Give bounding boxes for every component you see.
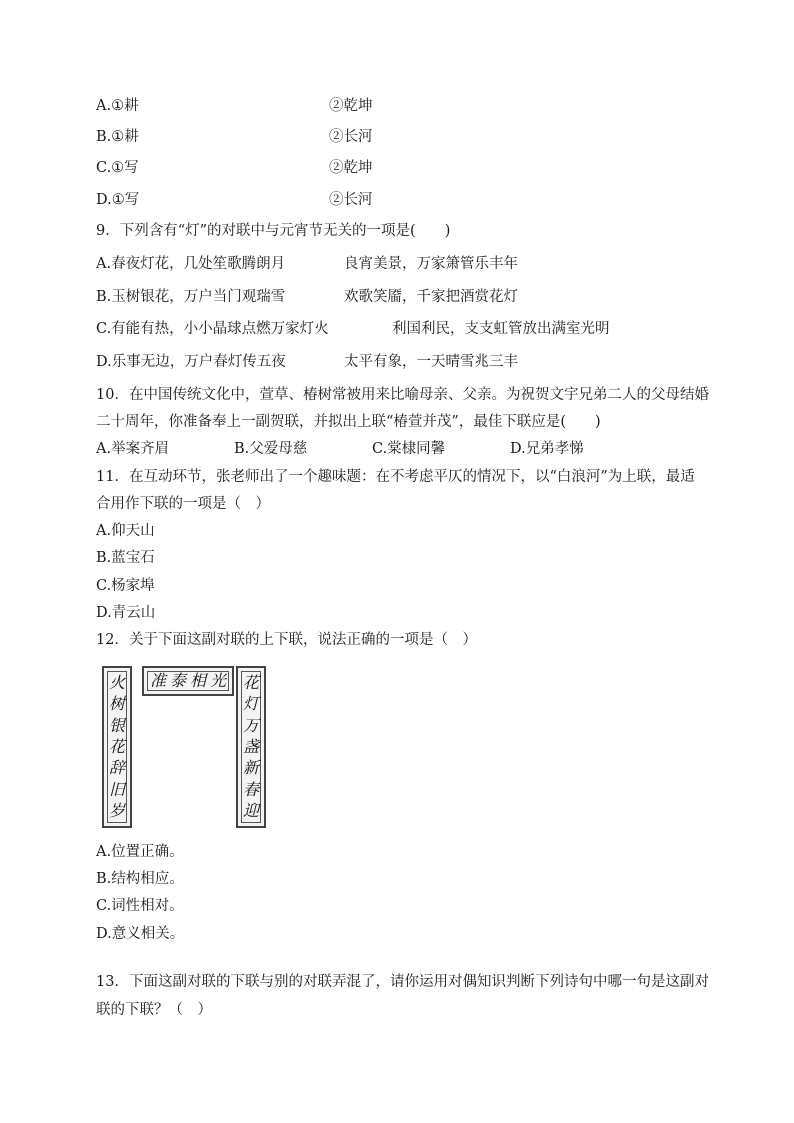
left-scroll-char: 银 [108,715,125,735]
couplet-image [96,662,276,830]
right-scroll-char: 灯 [242,694,259,714]
q8-option-b [96,127,373,147]
q11-option-a: A.仰天山 [96,523,155,539]
top-banner-char: 准 [149,671,166,690]
q8-option-d-part2: ②长河 [329,192,373,208]
q11-stem-line2: 合用作下联的一项是（ ） [96,496,270,512]
left-scroll-char: 辞 [108,758,125,778]
q9-option-a-second: 良宵美景，万家箫管乐丰年 [344,256,518,272]
left-scroll-char: 岁 [108,801,125,821]
q9-option-c [96,319,610,339]
right-scroll-char: 万 [242,715,259,735]
q10-stem-line1: 10．在中国传统文化中，萱草、椿树常被用来比喻母亲、父亲。为祝贺文宇兄弟二人的父母结婚 [96,387,709,403]
q9-option-c-second: 利国利民，支支虹管放出满室光明 [392,321,610,337]
q12-option-b: B.结构相应。 [96,871,184,887]
left-scroll-char: 花 [108,736,125,756]
q8-option-a-part2: ②乾坤 [329,98,373,114]
q12-option-d: D.意义相关。 [96,926,185,942]
couplet-top-banner [142,666,234,696]
q11-option-d: D.青云山 [96,605,156,621]
q9-option-d-first: D.乐事无边，万户春灯传五夜 [96,354,286,370]
couplet-top-banner-text [147,671,229,691]
q11-option-c: C.杨家埠 [96,578,155,594]
right-scroll-char: 新 [242,758,259,778]
q12-option-c: C.词性相对。 [96,898,184,914]
q10-option-d: D.兄弟孝悌 [510,441,584,457]
couplet-left-scroll [102,666,132,828]
q10-option-a: A.举案齐眉 [96,441,170,457]
couplet-left-scroll-text [107,671,127,823]
q8-option-b-part2: ②长河 [329,129,373,145]
q9-option-b-first: B.玉树银花，万户当门观瑞雪 [96,289,286,305]
q9-stem: 9．下列含有“灯”的对联中与元宵节无关的一项是( ) [96,223,451,239]
q9-option-a [96,254,518,274]
q9-option-b-second: 欢歌笑靥，千家把酒赏花灯 [344,289,518,305]
left-scroll-char: 火 [108,672,125,692]
q10-option-c: C.棠棣同馨 [372,441,446,457]
top-banner-char: 光 [209,671,226,690]
right-scroll-char: 盏 [242,736,259,756]
q13-stem-line2: 联的下联？（ ） [96,1002,212,1018]
q9-option-a-first: A.春夜灯花，几处笙歌腾朗月 [96,256,286,272]
q9-option-d-second: 太平有象，一天晴雪兆三丰 [344,354,518,370]
q8-option-a [96,96,373,116]
q11-stem-line1: 11．在互动环节，张老师出了一个趣味题：在不考虑平仄的情况下，以“白浪河”为上联，最适 [96,469,695,485]
q8-option-d [96,190,373,210]
q13-stem-line1: 13．下面这副对联的下联与别的对联弄混了，请你运用对偶知识判断下列诗句中哪一句是这副对 [96,974,709,990]
top-banner-char: 相 [189,671,206,690]
q8-option-c-part2: ②乾坤 [329,160,373,176]
q10-option-b: B.父爱母慈 [234,441,308,457]
right-scroll-char: 花 [242,672,259,692]
left-scroll-char: 旧 [108,779,125,799]
q12-stem: 12．关于下面这副对联的上下联，说法正确的一项是（ ） [96,632,477,648]
left-scroll-char: 树 [108,694,125,714]
q8-option-b-part1: B.①耕 [96,129,139,145]
right-scroll-char: 春 [242,779,259,799]
q8-option-d-part1: D.①写 [96,192,140,208]
couplet-right-scroll [236,666,266,828]
q8-option-c [96,158,373,178]
top-banner-char: 泰 [169,671,186,690]
q9-option-b [96,287,518,307]
q8-option-c-part1: C.①写 [96,160,139,176]
q8-option-a-part1: A.①耕 [96,98,139,114]
q9-option-c-first: C.有能有热，小小晶球点燃万家灯火 [96,321,329,337]
q10-stem-line2: 二十周年，你准备奉上一副贺联，并拟出上联“椿萱并茂”，最佳下联应是( ) [96,414,601,430]
q12-option-a: A.位置正确。 [96,844,184,860]
q9-option-d [96,352,518,372]
right-scroll-char: 迎 [242,801,259,821]
couplet-right-scroll-text [241,671,261,823]
q11-option-b: B.蓝宝石 [96,550,155,566]
